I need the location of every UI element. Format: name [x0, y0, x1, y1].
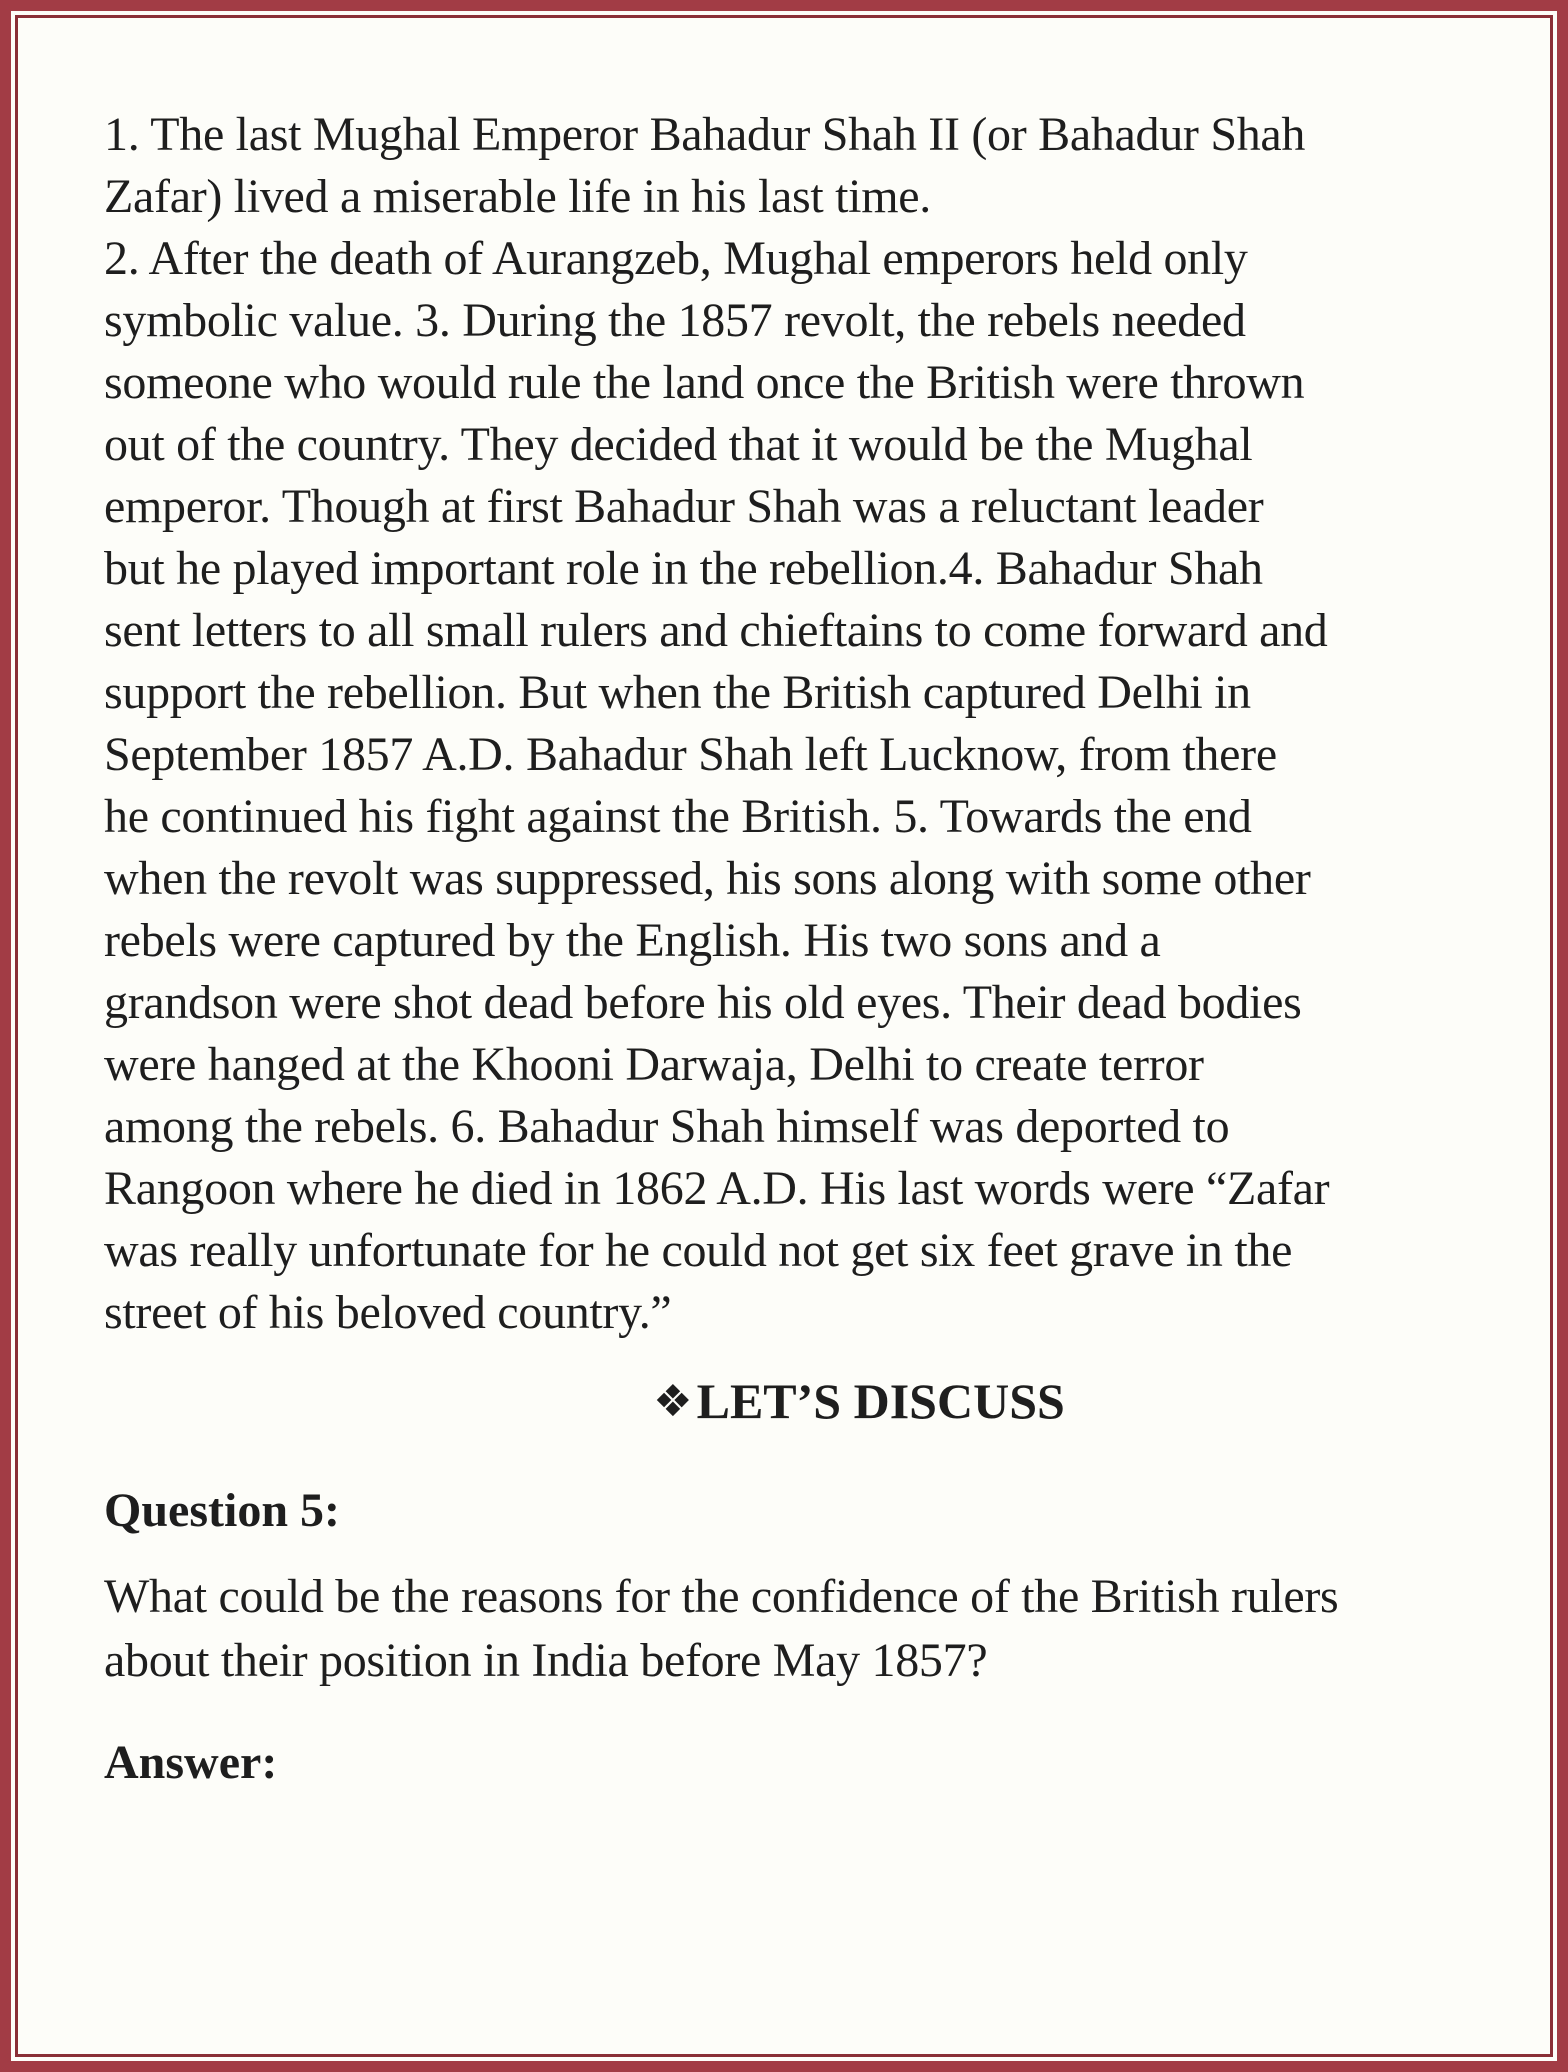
four-diamonds-icon: ❖: [653, 1376, 693, 1427]
body-line: sent letters to all small rulers and chieftains to come forward and: [104, 604, 1328, 657]
discuss-heading-label: LET’S DISCUSS: [696, 1373, 1065, 1429]
body-line: when the revolt was suppressed, his sons along with some other: [104, 852, 1311, 905]
question-text: [104, 1565, 1454, 1693]
page-content: [15, 15, 1553, 2057]
body-line: were hanged at the Khooni Darwaja, Delhi to create terror: [104, 1038, 1204, 1091]
body-line: Zafar) lived a miserable life in his last time.: [104, 170, 931, 223]
body-line: emperor. Though at first Bahadur Shah was a reluctant leader: [104, 480, 1264, 533]
page-border-gap: [11, 11, 1557, 2061]
answer-label: Answer:: [104, 1736, 278, 1789]
body-line: September 1857 A.D. Bahadur Shah left Lucknow, from there: [104, 728, 1277, 781]
body-line: he continued his fight against the British. 5. Towards the end: [104, 790, 1252, 843]
body-line: support the rebellion. But when the British captured Delhi in: [104, 666, 1251, 719]
body-line: grandson were shot dead before his old eyes. Their dead bodies: [104, 976, 1302, 1029]
question-line: about their position in India before May 1857?: [104, 1634, 988, 1687]
body-line: 2. After the death of Aurangzeb, Mughal emperors held only: [104, 232, 1248, 285]
body-line: was really unfortunate for he could not get six feet grave in the: [104, 1224, 1293, 1277]
body-line: street of his beloved country.”: [104, 1286, 672, 1339]
question-line: What could be the reasons for the confidence of the British rulers: [104, 1570, 1339, 1623]
discuss-heading: [104, 1370, 1454, 1435]
body-line: Rangoon where he died in 1862 A.D. His last words were “Zafar: [104, 1162, 1330, 1215]
body-line: someone who would rule the land once the British were thrown: [104, 356, 1305, 409]
body-line: symbolic value. 3. During the 1857 revolt, the rebels needed: [104, 294, 1246, 347]
body-line: rebels were captured by the English. His two sons and a: [104, 914, 1161, 967]
body-line: out of the country. They decided that it would be the Mughal: [104, 418, 1253, 471]
body-line: but he played important role in the rebellion.4. Bahadur Shah: [104, 542, 1263, 595]
question-label: Question 5:: [104, 1484, 341, 1537]
body-line: 1. The last Mughal Emperor Bahadur Shah II (or Bahadur Shah: [104, 108, 1306, 161]
body-line: among the rebels. 6. Bahadur Shah himself was deported to: [104, 1100, 1230, 1153]
body-paragraph: [104, 104, 1454, 1344]
